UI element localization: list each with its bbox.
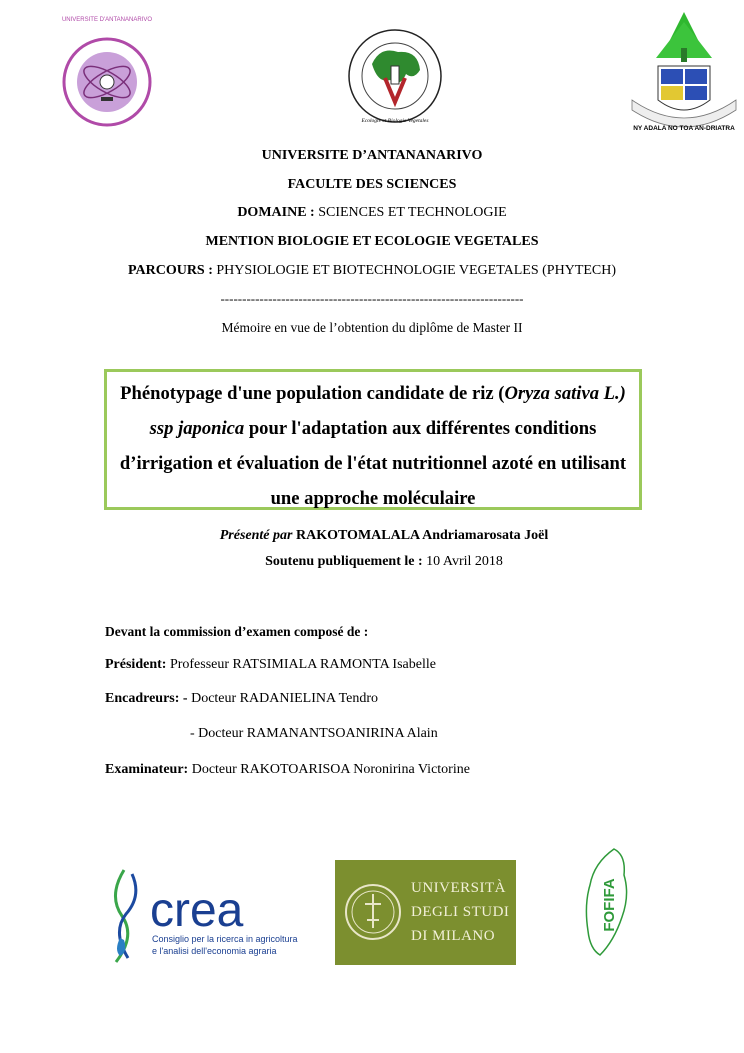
milano-logo: [335, 860, 516, 965]
domain-value: SCIENCES ET TECHNOLOGIE: [314, 205, 507, 220]
thesis-title-box: [104, 369, 642, 510]
milano-line-1: UNIVERSITÀ: [411, 880, 506, 896]
university-seal-logo: [55, 12, 160, 132]
presenter-label: Présenté par: [219, 528, 293, 543]
fofifa-logo: [574, 845, 638, 960]
encadreur-2: - Docteur RAMANANTSOANIRINA Alain: [190, 726, 438, 741]
presenter-name: RAKOTOMALALA Andriamarosata Joël: [295, 528, 549, 543]
svg-text:FOFIFA: FOFIFA: [601, 878, 618, 932]
parcours-value: PHYSIOLOGIE ET BIOTECHNOLOGIE VEGETALES (PHYTECH): [212, 263, 617, 278]
parcours-line: [0, 263, 744, 279]
separator-line: ----------------------------------------------------------------------: [220, 291, 524, 306]
svg-text:Ecologie et Biologie Vegetales: Ecologie et Biologie Vegetales: [361, 118, 429, 124]
memoire-line: Mémoire en vue de l’obtention du diplôme de Master II: [221, 320, 523, 335]
encadreur-1: Docteur RADANIELINA Tendro: [187, 691, 379, 706]
defense-line: [12, 554, 744, 570]
domain-label: DOMAINE :: [237, 205, 315, 220]
faculty-seal-logo: [340, 18, 450, 130]
faculty-name: FACULTE DES SCIENCES: [287, 177, 457, 192]
svg-text:UNIVERSITE D'ANTANANARIVO: UNIVERSITE D'ANTANANARIVO: [61, 17, 153, 23]
thesis-title-part2: pour l'adaptation aux différentes conditions d’irrigation et évaluation de l'état nutritionnel azoté en utilisant une approche moléculaire: [119, 418, 627, 509]
milano-seal-icon: [343, 868, 403, 956]
examinateur-label: Examinateur:: [105, 762, 189, 777]
examinateur-value: Docteur RAKOTOARISOA Noronirina Victorine: [188, 762, 470, 777]
thesis-title-species: Oryza sativa L.) ssp japonica: [149, 383, 626, 439]
defense-label: Soutenu publiquement le :: [265, 554, 423, 569]
jury-intro: Devant la commission d’examen composé de :: [105, 624, 369, 639]
crea-subtitle-1: Consiglio per la ricerca in agricoltura: [152, 934, 298, 944]
milano-line-3: DI MILANO: [411, 928, 496, 944]
domain-line: [0, 205, 744, 221]
presenter-line: [12, 528, 744, 544]
president-value: Professeur RATSIMIALA RAMONTA Isabelle: [166, 657, 436, 672]
mention-line: MENTION BIOLOGIE ET ECOLOGIE VEGETALES: [205, 234, 539, 249]
encadreurs-line: [105, 691, 378, 707]
crea-logo: [106, 866, 298, 966]
parcours-label: PARCOURS :: [127, 263, 213, 278]
president-line: [105, 657, 436, 673]
svg-text:NY ADALA NO TOA AN-DRIATRA: NY ADALA NO TOA AN-DRIATRA: [633, 125, 735, 132]
encadreurs-label: Encadreurs: -: [105, 691, 188, 706]
milano-line-2: DEGLI STUDI: [411, 904, 510, 920]
president-label: Président:: [105, 657, 167, 672]
university-name: UNIVERSITE D’ANTANANARIVO: [261, 148, 483, 163]
crea-subtitle-2: e l'analisi dell'economia agraria: [152, 946, 277, 956]
defense-date: 10 Avril 2018: [422, 554, 503, 569]
examinateur-line: [105, 762, 470, 778]
thesis-title-part1: Phénotypage d'une population candidate de riz (: [120, 383, 505, 404]
svg-text:crea: crea: [150, 884, 244, 937]
coat-of-arms-logo: [626, 8, 742, 140]
